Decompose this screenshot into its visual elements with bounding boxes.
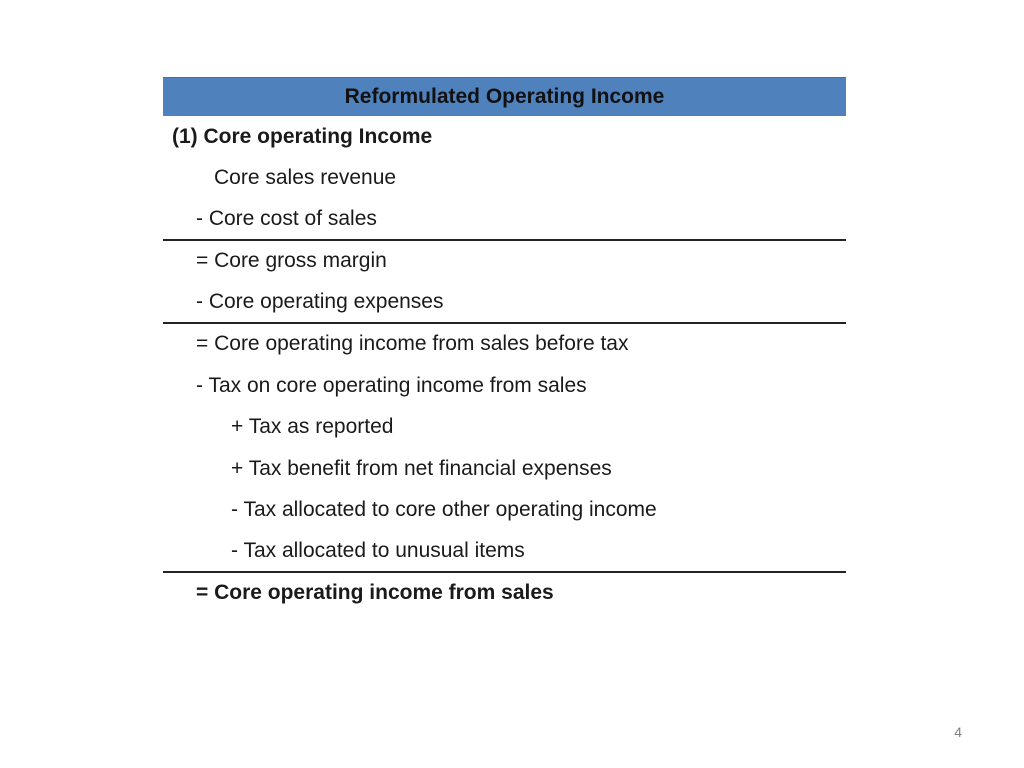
line-core-gross-margin: = Core gross margin bbox=[196, 249, 387, 273]
income-statement-table bbox=[163, 77, 846, 614]
line-core-cost-of-sales: - Core cost of sales bbox=[163, 199, 846, 241]
line-core-operating-expenses: - Core operating expenses bbox=[163, 282, 846, 324]
line-tax-allocated-other-operating-income: - Tax allocated to core other operating income bbox=[231, 498, 657, 522]
line-core-operating-income-from-sales-total: = Core operating income from sales bbox=[196, 581, 554, 605]
line-core-sales-revenue: Core sales revenue bbox=[214, 166, 397, 190]
table-title: Reformulated Operating Income bbox=[163, 77, 846, 116]
line-tax-as-reported: + Tax as reported bbox=[231, 415, 394, 439]
section-heading-core-operating-income: (1) Core operating Income bbox=[172, 124, 433, 148]
line-tax-on-core-operating-income: - Tax on core operating income from sales bbox=[196, 373, 587, 397]
line-core-operating-income-before-tax: = Core operating income from sales before tax bbox=[196, 332, 629, 356]
line-tax-allocated-unusual-items: - Tax allocated to unusual items bbox=[163, 531, 846, 573]
page-number: 4 bbox=[954, 724, 962, 740]
line-tax-benefit-net-financial-expenses: + Tax benefit from net financial expenses bbox=[231, 456, 612, 480]
